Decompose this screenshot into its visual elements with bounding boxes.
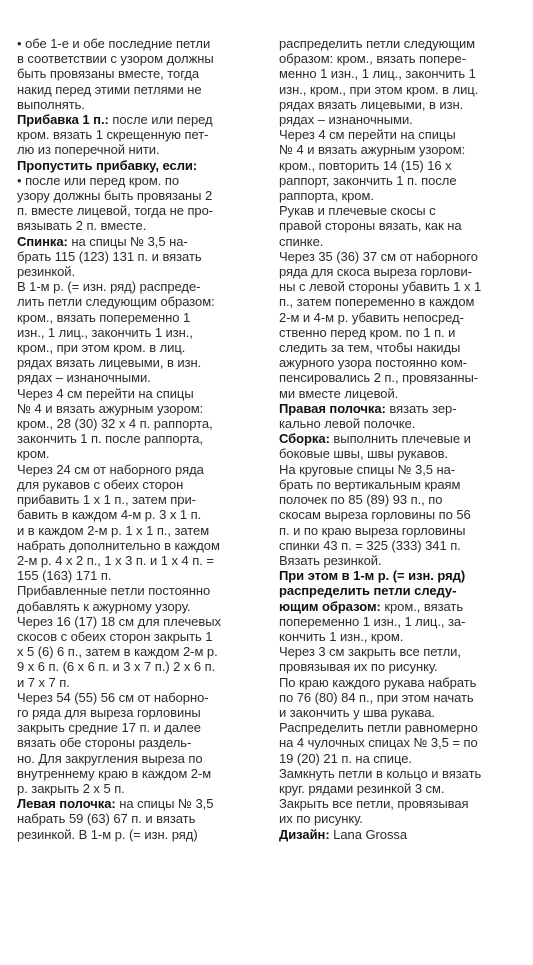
paragraph-text: кром., вязать попеременно 1 изн., 1 лиц., за- кончить 1 изн., кром. bbox=[279, 598, 466, 644]
paragraph-text: На круговые спицы № 3,5 на- брать по вертикальным краям полочек по 85 (89) 93 п., по скосам выреза горловины по 56 п. и по краю выреза горловины спинки 43 п. = 325 (333) 341 п. Вязать резинкой. bbox=[279, 461, 471, 568]
paragraph bbox=[17, 36, 267, 112]
paragraph-text: после или перед кром. вязать 1 скрещенную пет- лю из поперечной нити. bbox=[17, 112, 213, 158]
paragraph bbox=[17, 690, 267, 796]
bold-lead: Спинка: bbox=[17, 233, 68, 249]
paragraph bbox=[279, 644, 524, 674]
bold-lead: При этом в 1-м р. (= изн. ряд) распределить петли следу- ющим образом: bbox=[279, 568, 466, 614]
left-column bbox=[17, 36, 267, 842]
paragraph bbox=[17, 462, 267, 584]
paragraph-text: • после или перед кром. по узору должны быть провязаны 2 п. вместе лицевой, тогда не про- вязывать 2 п. вместе. bbox=[17, 172, 214, 234]
paragraph-text: Прибавленные петли постоянно добавлять к ажурному узору. bbox=[17, 583, 211, 614]
paragraph bbox=[279, 203, 524, 249]
paragraph-text: Закрыть все петли, провязывая их по рисунку. bbox=[279, 796, 469, 827]
paragraph bbox=[279, 796, 524, 826]
paragraph-text: Через 4 см перейти на спицы № 4 и вязать ажурным узором: кром., повторить 14 (15) 16 х раппорт, закончить 1 п. после раппорта, кром. bbox=[279, 127, 466, 204]
paragraph bbox=[279, 249, 524, 401]
paragraph bbox=[17, 158, 267, 173]
paragraph bbox=[279, 431, 524, 461]
paragraph bbox=[17, 386, 267, 462]
right-column bbox=[279, 36, 524, 842]
paragraph-text: Через 4 см перейти на спицы № 4 и вязать ажурным узором: кром., 28 (30) 32 х 4 п. раппорта, закончить 1 п. после раппорта, кром. bbox=[17, 385, 213, 462]
paragraph-text: выполнить плечевые и боковые швы, швы рукавов. bbox=[279, 431, 471, 462]
paragraph bbox=[279, 675, 524, 721]
paragraph-text: Замкнуть петли в кольцо и вязать круг. рядами резинкой 3 см. bbox=[279, 765, 482, 796]
bold-lead: Пропустить прибавку, если: bbox=[17, 157, 198, 173]
paragraph-text: распределить петли следующим образом: кром., вязать попере- менно 1 изн., 1 лиц., закончить 1 изн., кром., при этом кром. в лиц. рядах вязать лицевыми, в изн. рядах – изнаночными. bbox=[279, 36, 479, 128]
paragraph-text: • обе 1-е и обе последние петли в соответствии с узором должны быть провязаны вместе, тогда накид перед этими петлями не выполнять. bbox=[17, 36, 214, 112]
paragraph bbox=[279, 462, 524, 568]
paragraph bbox=[279, 401, 524, 431]
paragraph-text: Через 16 (17) 18 см для плечевых скосов с обеих сторон закрыть 1 х 5 (6) 6 п., затем в каждом 2-м р. 9 х 6 п. (6 х 6 п. и 3 х 7 п.) 2 х 6 п. и 7 х 7 п. bbox=[17, 613, 221, 690]
paragraph bbox=[17, 173, 267, 234]
paragraph-text: Lana Grossa bbox=[329, 826, 408, 842]
paragraph-text: По краю каждого рукава набрать по 76 (80) 84 п., при этом начать и закончить у шва рукава. bbox=[279, 674, 477, 720]
bold-lead: Сборка: bbox=[279, 431, 330, 447]
paragraph-text: Через 3 см закрыть все петли, провязывая их по рисунку. bbox=[279, 644, 461, 675]
paragraph-text: Распределить петли равномерно на 4 чулочных спицах № 3,5 = по 19 (20) 21 п. на спице. bbox=[279, 720, 478, 766]
paragraph bbox=[17, 279, 267, 385]
paragraph bbox=[17, 234, 267, 280]
paragraph-text: Через 54 (55) 56 см от наборно- го ряда для выреза горловины закрыть средние 17 п. и далее вязать обе стороны раздель- но. Для закругления выреза по внутреннему краю в каждом 2-м р. закрыть 2 х 5 п. bbox=[17, 689, 212, 796]
bold-lead: Левая полочка: bbox=[17, 796, 116, 812]
paragraph-text: В 1-м р. (= изн. ряд) распреде- лить петли следующим образом: кром., вязать попеременно 1 изн., 1 лиц., закончить 1 изн., кром., при этом кром. в лиц. рядах вязать лицевыми, в изн. рядах – изнаночными. bbox=[17, 279, 215, 386]
paragraph bbox=[17, 614, 267, 690]
paragraph-text: на спицы № 3,5 на- брать 115 (123) 131 п. и вязать резинкой. bbox=[17, 233, 202, 280]
bold-lead: Правая полочка: bbox=[279, 400, 386, 416]
paragraph-text: Через 24 см от наборного ряда для рукавов с обеих сторон прибавить 1 х 1 п., затем при- бавить в каждом 4-м р. 3 х 1 п. и в каждом 2-м р. 1 х 1 п., затем набрать дополнительно в каждом 2-м р. 4 х 2 п., 1 х 3 п. и 1 х 4 п. = 155 (163) 171 п. bbox=[17, 461, 220, 584]
bold-lead: Прибавка 1 п.: bbox=[17, 112, 109, 128]
paragraph-text: Рукав и плечевые скосы с правой стороны вязать, как на спинке. bbox=[279, 203, 462, 249]
paragraph bbox=[279, 127, 524, 203]
paragraph bbox=[279, 568, 524, 644]
paragraph bbox=[17, 583, 267, 613]
bold-lead: Дизайн: bbox=[279, 826, 330, 842]
paragraph-text: Через 35 (36) 37 см от наборного ряда для скоса выреза горлови- ны с левой стороны убавить 1 х 1 п., затем попеременно в каждом 2-м и 4-м р. убавить непосред- ственно перед кром. по 1 п. и следить за тем, чтобы накиды ажурного узора постоянно ком- пенсировались 2 п., провязанны- ми вместе лицевой. bbox=[279, 248, 482, 401]
paragraph bbox=[279, 720, 524, 766]
paragraph-text: на спицы № 3,5 набрать 59 (63) 67 п. и вязать резинкой. В 1-м р. (= изн. ряд) bbox=[17, 796, 214, 842]
paragraph bbox=[279, 827, 524, 842]
paragraph bbox=[17, 796, 267, 842]
paragraph bbox=[279, 36, 524, 127]
paragraph bbox=[279, 766, 524, 796]
paragraph-text: вязать зер- кально левой полочке. bbox=[279, 400, 457, 432]
paragraph bbox=[17, 112, 267, 158]
